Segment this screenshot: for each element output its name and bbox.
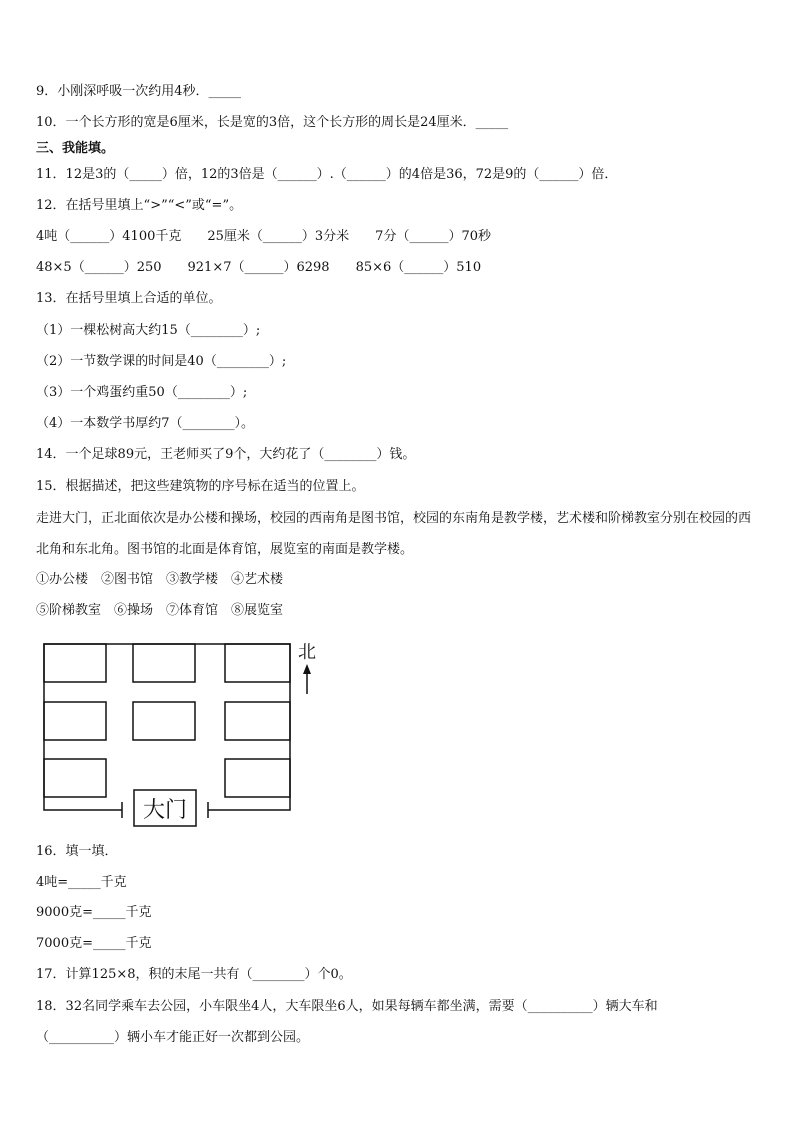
question-15-options-2: ⑤阶梯教室 ⑥操场 ⑦体育馆 ⑧展览室 [36, 603, 284, 618]
north-label: 北 [298, 642, 316, 663]
question-13-item-4: （4）一本数学书厚约7（________）。 [36, 416, 255, 431]
building-slot [225, 702, 290, 740]
question-18-line-2: （__________）辆小车才能正好一次都到公园。 [36, 1030, 310, 1045]
question-18-line-1: 18．32名同学乘车去公园，小车限坐4人，大车限坐6人，如果每辆车都坐满，需要（__________）辆大车和 [36, 999, 658, 1014]
campus-map [36, 636, 336, 831]
building-slot [44, 644, 106, 682]
question-13-item-2: （2）一节数学课的时间是40（________）; [36, 354, 287, 369]
question-11: 11．12是3的（_____）倍，12的3倍是（______）.（______）的4倍是36，72是9的（______）倍． [36, 167, 618, 182]
building-slot [225, 644, 290, 682]
question-13-item-1: （1）一棵松树高大约15（________）; [36, 323, 261, 338]
question-17: 17．计算125×8，积的末尾一共有（________）个0。 [36, 967, 352, 982]
question-16-b: 9000克=_____千克 [36, 905, 152, 920]
building-slot [44, 702, 106, 740]
question-16: 16．填一填． [36, 844, 118, 859]
question-12: 12．在括号里填上“>”“<”或“=”。 [36, 198, 243, 213]
question-13-item-3: （3）一个鸡蛋约重50（________）; [36, 385, 248, 400]
question-13: 13．在括号里填上合适的单位。 [36, 291, 222, 306]
gate-label: 大门 [142, 798, 188, 823]
question-15-description: 走进大门，正北面依次是办公楼和操场，校园的西南角是图书馆，校园的东南角是教学楼，艺术楼和阶梯教室分别在校园的西北角和东北角。图书馆的北面是体育馆，展览室的南面是教学楼。 [36, 511, 752, 557]
building-slot [133, 644, 195, 682]
building-slot [225, 759, 290, 797]
question-12-row-2: 48×5（______）250 921×7（______）6298 85×6（______）510 [36, 260, 482, 275]
question-10: 10．一个长方形的宽是6厘米，长是宽的3倍，这个长方形的周长是24厘米．_____ [36, 115, 509, 130]
question-9: 9．小刚深呼吸一次约用4秒．_____ [36, 84, 242, 99]
building-slot [44, 759, 106, 797]
question-15-options-1: ①办公楼 ②图书馆 ③教学楼 ④艺术楼 [36, 572, 284, 587]
question-16-a: 4吨=_____千克 [36, 875, 127, 890]
question-16-c: 7000克=_____千克 [36, 936, 152, 951]
question-12-row-1: 4吨（______）4100千克 25厘米（______）3分米 7分（______）70秒 [36, 229, 491, 244]
section-3-heading: 三、我能填。 [36, 141, 115, 156]
campus-wall [44, 644, 290, 810]
question-15: 15．根据描述，把这些建筑物的序号标在适当的位置上。 [36, 479, 365, 494]
building-slot [133, 702, 195, 740]
north-arrow-head [303, 664, 311, 674]
question-14: 14．一个足球89元，王老师买了9个，大约花了（________）钱。 [36, 447, 416, 462]
